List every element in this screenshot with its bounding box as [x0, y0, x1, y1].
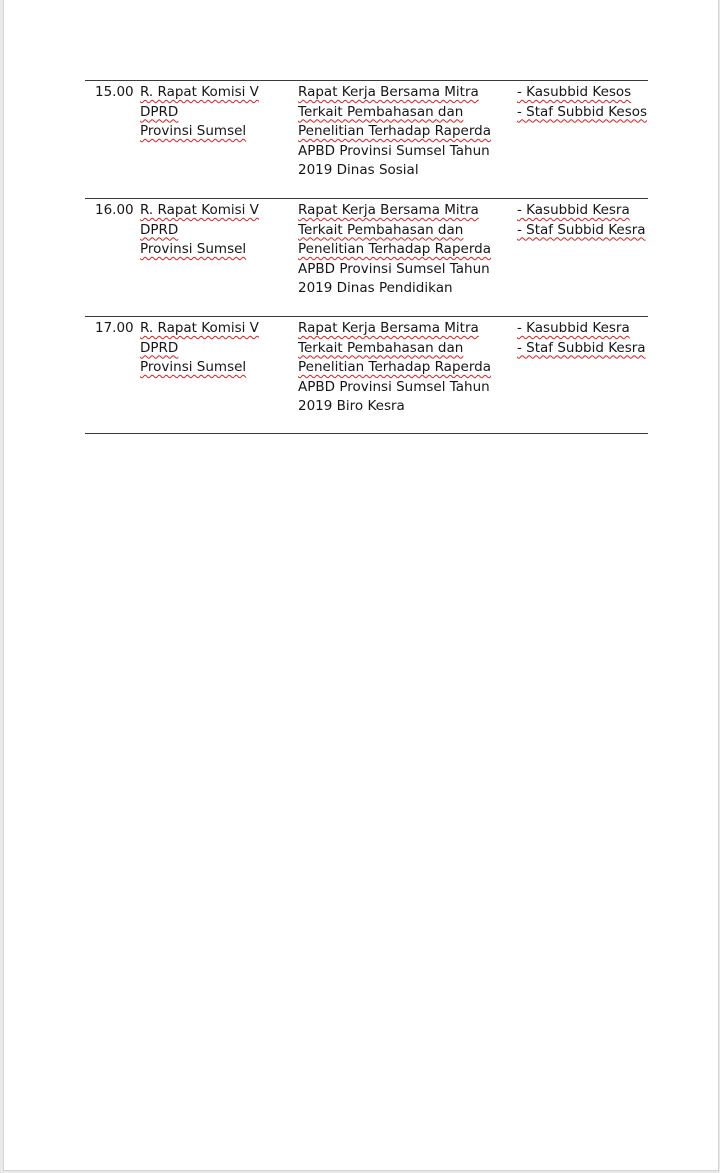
- staff-cell: [517, 83, 647, 122]
- time-cell: 15.00: [95, 84, 134, 100]
- agenda-line: Terkait Pembahasan dan: [298, 221, 464, 238]
- agenda-line: Penelitian Terhadap Raperda: [298, 241, 491, 257]
- staff-line: - Kasubbid Kesra: [517, 202, 630, 218]
- schedule-table: [85, 80, 648, 434]
- staff-line: - Staf Subbid Kesra: [517, 339, 646, 356]
- agenda-line: Rapat Kerja Bersama Mitra: [298, 84, 479, 100]
- place-line: Provinsi Sumsel: [140, 123, 247, 139]
- place-line: Provinsi Sumsel: [140, 241, 247, 257]
- staff-line: - Staf Subbid Kesra: [517, 221, 646, 238]
- document-page: [3, 0, 719, 1171]
- agenda-line: 2019 Biro Kesra: [298, 398, 405, 414]
- agenda-cell: [298, 201, 518, 299]
- agenda-line: Penelitian Terhadap Raperda: [298, 123, 491, 139]
- table-row: [85, 316, 648, 434]
- agenda-line: Terkait Pembahasan dan: [298, 103, 464, 120]
- staff-cell: [517, 201, 646, 240]
- agenda-cell: [298, 83, 518, 181]
- agenda-line: APBD Provinsi Sumsel Tahun: [298, 378, 490, 395]
- staff-line: - Kasubbid Kesra: [517, 320, 630, 336]
- place-line: R. Rapat Komisi V DPRD: [140, 320, 259, 356]
- time-cell: 17.00: [95, 320, 134, 336]
- table-row: [85, 80, 648, 198]
- agenda-line: 2019 Dinas Pendidikan: [298, 280, 453, 296]
- place-line: R. Rapat Komisi V DPRD: [140, 202, 259, 238]
- agenda-line: APBD Provinsi Sumsel Tahun: [298, 260, 490, 277]
- time-cell: 16.00: [95, 202, 134, 218]
- staff-line: - Kasubbid Kesos: [517, 84, 632, 100]
- agenda-line: Terkait Pembahasan dan: [298, 339, 464, 356]
- agenda-line: Penelitian Terhadap Raperda: [298, 359, 491, 375]
- place-line: Provinsi Sumsel: [140, 359, 247, 375]
- table-row: [85, 198, 648, 316]
- agenda-line: APBD Provinsi Sumsel Tahun: [298, 142, 490, 159]
- agenda-line: 2019 Dinas Sosial: [298, 162, 419, 178]
- staff-line: - Staf Subbid Kesos: [517, 103, 648, 120]
- place-line: R. Rapat Komisi V DPRD: [140, 84, 259, 120]
- agenda-cell: [298, 319, 518, 417]
- place-cell: [140, 319, 296, 378]
- place-cell: [140, 83, 296, 142]
- agenda-line: Rapat Kerja Bersama Mitra: [298, 202, 479, 218]
- staff-cell: [517, 319, 646, 358]
- agenda-line: Rapat Kerja Bersama Mitra: [298, 320, 479, 336]
- place-cell: [140, 201, 296, 260]
